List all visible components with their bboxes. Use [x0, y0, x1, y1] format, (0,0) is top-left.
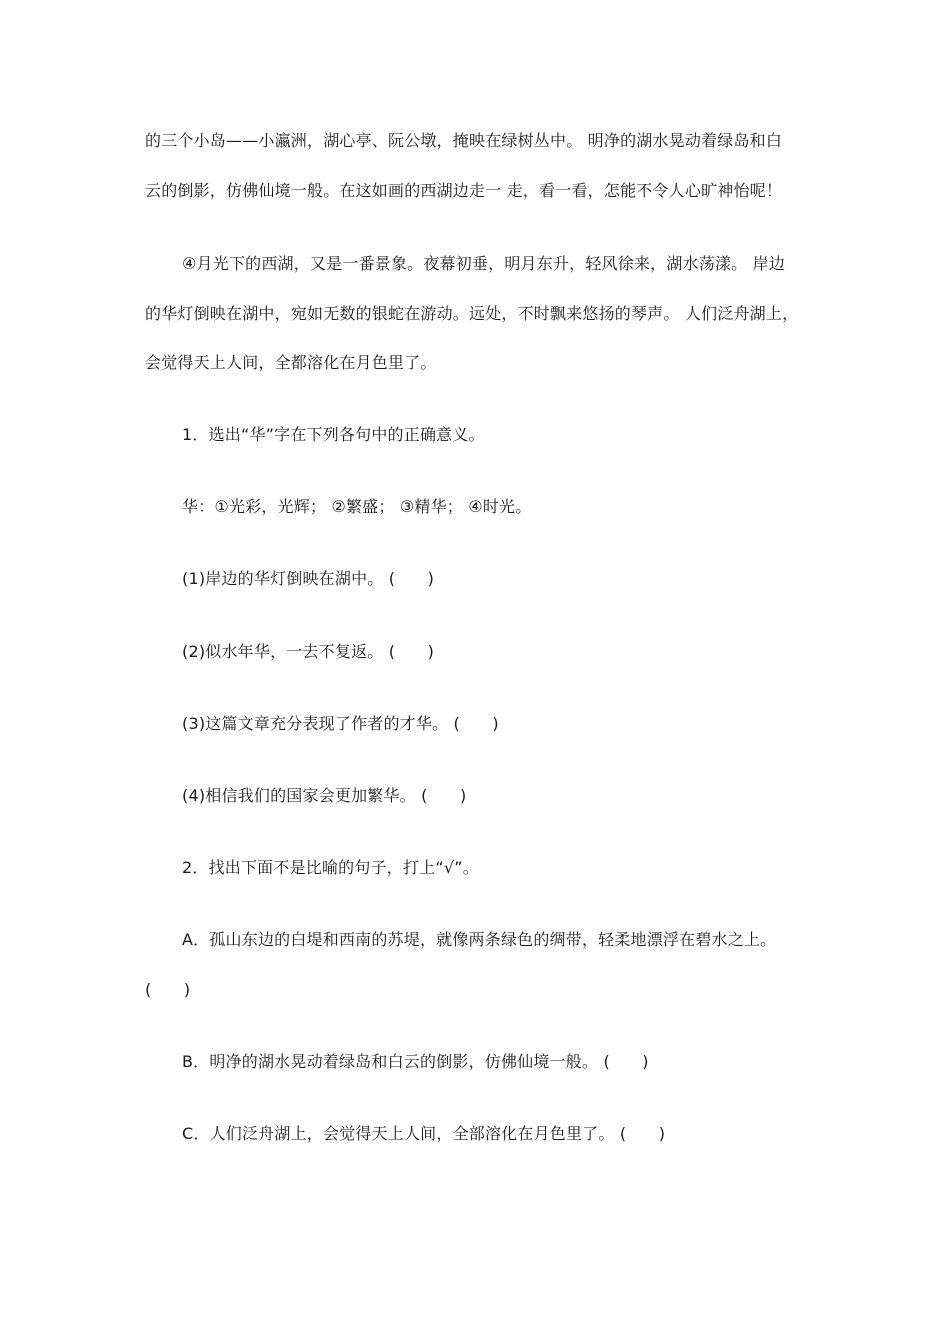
question-1-meanings: 华：①光彩，光辉； ②繁盛； ③精华； ④时光。	[182, 497, 532, 516]
question-2-option-a-answer-blank: ( )	[145, 980, 191, 999]
passage-paragraph-3-line-2: 云的倒影，仿佛仙境一般。在这如画的西湖边走一 走，看一看，怎能不令人心旷神怡呢！	[145, 181, 783, 200]
question-1-item: (2)似水年华，一去不复返。 ( )	[182, 642, 435, 661]
question-2-option-b: B．明净的湖水晃动着绿岛和白云的倒影，仿佛仙境一般。 ( )	[182, 1052, 649, 1071]
question-1-prompt: 1．选出“华”字在下列各句中的正确意义。	[182, 425, 485, 444]
question-2-option-c: C．人们泛舟湖上，会觉得天上人间，全部溶化在月色里了。 ( )	[182, 1124, 666, 1143]
passage-paragraph-4-line-2: 的华灯倒映在湖中，宛如无数的银蛇在游动。远处，不时飘来悠扬的琴声。 人们泛舟湖上，	[145, 304, 799, 323]
question-1-item: (3)这篇文章充分表现了作者的才华。 ( )	[182, 714, 499, 733]
passage-paragraph-4-line-1: ④月光下的西湖，又是一番景象。夜幕初垂，明月东升，轻风徐来，湖水荡漾。 岸边	[182, 254, 786, 273]
question-1-item: (1)岸边的华灯倒映在湖中。 ( )	[182, 569, 435, 588]
passage-paragraph-3-line-1: 的三个小岛——小瀛洲，湖心亭、阮公墩，掩映在绿树丛中。 明净的湖水晃动着绿岛和白	[145, 131, 783, 150]
passage-paragraph-4-line-3: 会觉得天上人间，全都溶化在月色里了。	[145, 353, 437, 372]
question-2-prompt: 2．找出下面不是比喻的句子，打上“√”。	[182, 858, 479, 877]
question-2-option-a: A．孤山东边的白堤和西南的苏堤，就像两条绿色的绸带，轻柔地漂浮在碧水之上。	[182, 930, 777, 949]
question-1-item: (4)相信我们的国家会更加繁华。 ( )	[182, 786, 467, 805]
